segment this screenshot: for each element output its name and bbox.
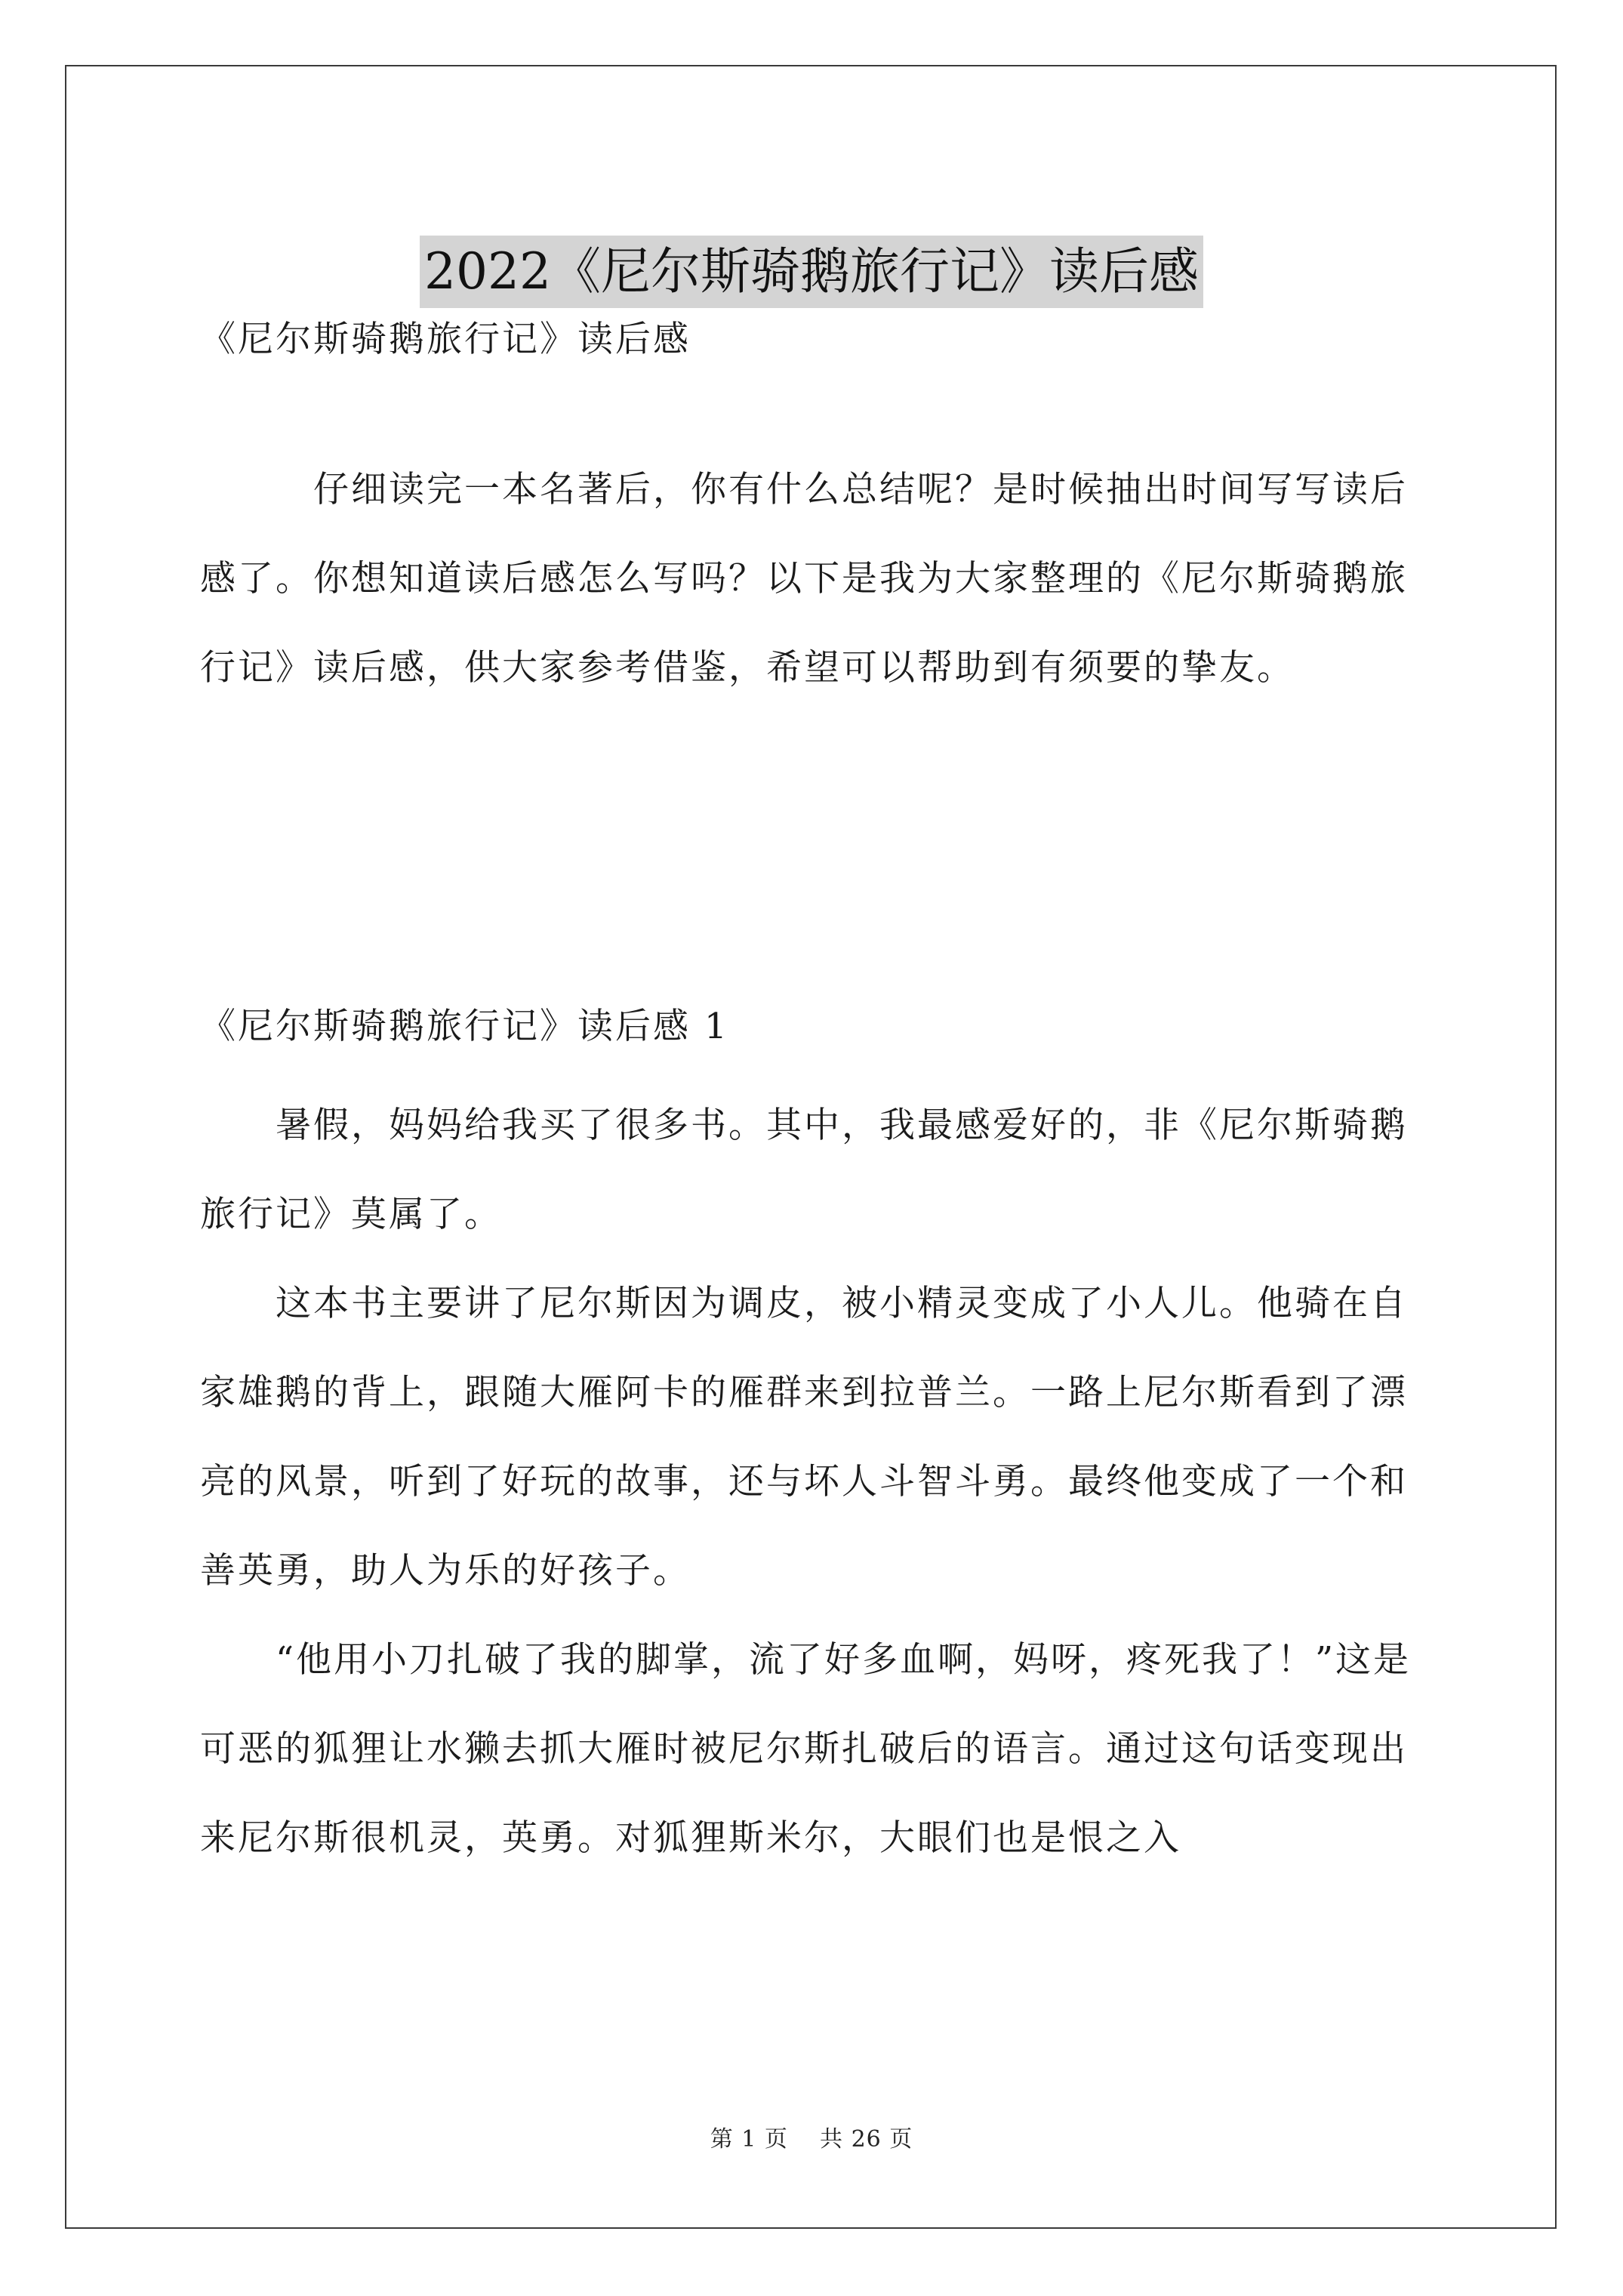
page-number: 第 1 页 <box>710 2126 788 2153</box>
document-title: 2022《尼尔斯骑鹅旅行记》读后感 <box>420 236 1203 308</box>
body-paragraph-3: “他用小刀扎破了我的脚掌，流了好多血啊，妈呀，疼死我了！”这是可恶的狐狸让水獭去抓大雁时被尼尔斯扎破后的语言。通过这句话变现出来尼尔斯很机灵，英勇。对狐狸斯米尔，大眼们也是恨之入 <box>200 1639 1412 1859</box>
body-paragraph-2: 这本书主要讲了尼尔斯因为调皮，被小精灵变成了小人儿。他骑在自家雄鹅的背上，跟随大雁阿卡的雁群来到拉普兰。一路上尼尔斯看到了漂亮的风景，听到了好玩的故事，还与坏人斗智斗勇。最终他变成了一个和善英勇，助人为乐的好孩子。 <box>200 1283 1408 1592</box>
page-footer <box>0 2120 1623 2153</box>
body-paragraph-1: 暑假，妈妈给我买了很多书。其中，我最感爱好的，非《尼尔斯骑鹅旅行记》莫属了。 <box>200 1105 1408 1235</box>
document-subtitle: 《尼尔斯骑鹅旅行记》读后感 <box>200 319 691 360</box>
intro-text: 仔细读完一本名著后，你有什么总结呢？是时候抽出时间写写读后感了。你想知道读后感怎么写吗？以下是我为大家整理的《尼尔斯骑鹅旅行记》读后感，供大家参考借鉴，希望可以帮助到有须要的挚友。 <box>200 469 1408 689</box>
intro-paragraph <box>200 445 1438 713</box>
section-heading: 《尼尔斯骑鹅旅行记》读后感 1 <box>200 1006 729 1047</box>
section-body <box>200 1081 1438 1883</box>
page-total: 共 26 页 <box>820 2126 913 2153</box>
